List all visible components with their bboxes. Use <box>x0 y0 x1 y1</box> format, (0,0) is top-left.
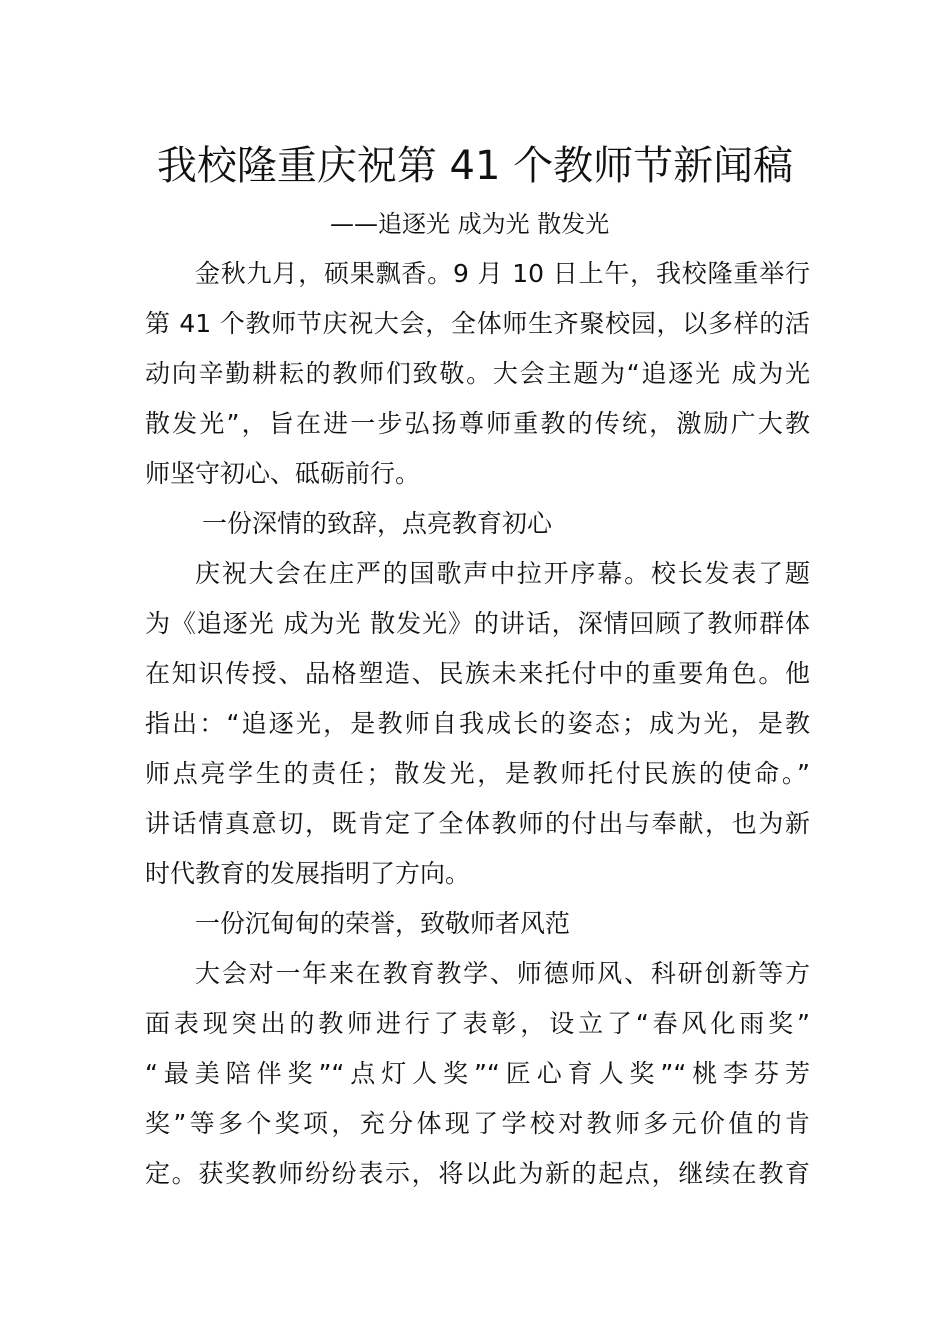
paragraph-line: 奖”等多个奖项，充分体现了学校对教师多元价值的肯 <box>145 1109 810 1138</box>
paragraph-line: 指出：“追逐光，是教师自我成长的姿态；成为光，是教 <box>145 709 810 738</box>
paragraph-line: 在知识传授、品格塑造、民族未来托付中的重要角色。他 <box>145 659 810 688</box>
document-subtitle: ——追逐光 成为光 散发光 <box>330 210 610 238</box>
paragraph-line: 为《追逐光 成为光 散发光》的讲话，深情回顾了教师群体 <box>145 609 810 638</box>
paragraph-line: 师点亮学生的责任；散发光，是教师托付民族的使命。” <box>145 759 810 788</box>
paragraph-line: 时代教育的发展指明了方向。 <box>145 859 471 888</box>
paragraph-line: 大会对一年来在教育教学、师德师风、科研创新等方 <box>195 959 810 988</box>
paragraph-line: 面表现突出的教师进行了表彰，设立了“春风化雨奖” <box>145 1009 810 1038</box>
paragraph-line: “最美陪伴奖”“点灯人奖”“匠心育人奖”“桃李芬芳 <box>145 1059 810 1088</box>
document-body <box>145 249 810 1199</box>
paragraph-line: 讲话情真意切，既肯定了全体教师的付出与奉献，也为新 <box>145 809 810 838</box>
paragraph-line: 第 41 个教师节庆祝大会，全体师生齐聚校园，以多样的活 <box>145 309 810 338</box>
paragraph-line: 动向辛勤耕耘的教师们致敬。大会主题为“追逐光 成为光 <box>145 359 810 388</box>
paragraph-line: 师坚守初心、砥砺前行。 <box>145 459 421 488</box>
section-heading: 一份沉甸甸的荣誉，致敬师者风范 <box>195 909 571 938</box>
paragraph-line: 散发光”，旨在进一步弘扬尊师重教的传统，激励广大教 <box>145 409 810 438</box>
document-title: 我校隆重庆祝第 41 个教师节新闻稿 <box>156 143 794 189</box>
paragraph-line: 庆祝大会在庄严的国歌声中拉开序幕。校长发表了题 <box>195 559 810 588</box>
paragraph-line: 金秋九月，硕果飘香。9 月 10 日上午，我校隆重举行 <box>195 259 810 288</box>
section-heading: 一份深情的致辞，点亮教育初心 <box>202 509 553 538</box>
paragraph-line: 定。获奖教师纷纷表示，将以此为新的起点，继续在教育 <box>145 1159 810 1188</box>
